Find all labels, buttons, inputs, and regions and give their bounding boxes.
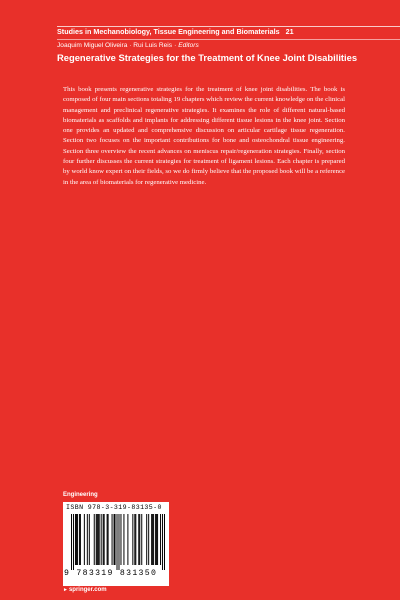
barcode-bar [138,514,139,565]
barcode-bar [107,514,108,565]
editors-role: Editors [178,42,199,49]
header-divider [57,39,400,40]
barcode-bar [139,514,140,565]
barcode-bar [89,514,90,565]
barcode-bar [101,514,102,565]
barcode-bar [164,514,165,570]
barcode-bar [148,514,149,565]
barcode-bar [96,514,97,565]
barcode-bar [114,514,115,565]
series-volume: 21 [285,27,294,36]
barcode-bar [118,514,119,570]
imprint-label: Engineering [63,492,98,498]
series-title: Studies in Mechanobiology, Tissue Engineering and Biomaterials [57,27,280,36]
barcode-bar [162,514,163,570]
barcode-bar [94,514,95,565]
barcode-bar [99,514,100,565]
barcode-bar [80,514,81,565]
arrow-icon: ► [63,587,68,593]
series-line [57,27,294,36]
barcode-bar [115,514,116,565]
barcode-bar [108,514,109,565]
barcode-bar [146,514,147,565]
barcode [71,514,165,570]
barcode-bar [156,514,157,565]
website-url: springer.com [68,587,107,593]
barcode-panel [63,502,169,586]
barcode-bar [132,514,133,565]
barcode-bar [98,514,99,565]
ean-digits: 9 783319 831350 [64,569,158,578]
editor-separator: · [174,42,177,49]
publisher-website [63,587,107,593]
barcode-bar [104,514,105,565]
barcode-bar [157,514,158,565]
barcode-bar [97,514,98,565]
barcode-bar [75,514,76,565]
editor-names: Joaquim Miguel Oliveira · Rui Luis Reis [57,42,173,49]
barcode-bar [84,514,85,565]
barcode-bar [160,514,161,565]
barcode-bar [112,514,113,565]
barcode-bar [73,514,74,570]
barcode-bar [117,514,118,570]
barcode-bar [87,514,88,565]
isbn-text: ISBN 978-3-319-83135-0 [66,504,162,511]
barcode-bar [77,514,78,565]
barcode-bar [141,514,142,565]
barcode-bar [120,514,121,565]
book-title: Regenerative Strategies for the Treatment of Knee Joint Disabilities [57,52,358,63]
barcode-bar [79,514,80,565]
barcode-bar [153,514,154,565]
barcode-bar [151,514,152,565]
barcode-bar [152,514,153,565]
blurb-paragraph: This book presents regenerative strategies for the treatment of knee joint disabilities. The book is composed of four main sections totaling 19 chapters which review the current knowledge on the clinical management and preclinical regenerative strategies. It examines the role of different natural-based biomaterials as scaffolds and implants for addressing different tissue lesions in the knee joint. Section one provides an updated and comprehensive discussion on articular cartilage tissue regeneration. Section two focuses on the important contributions for bone and osteochondral tissue engineering. Section three overview the recent advances on meniscus repair/regeneration strategies. Finally, section four further discusses the current strategies for treatment of ligament lesions. Each chapter is prepared by world know expert on their fields, so we do firmly believe that the proposed book will be a reference in the area of biomaterials for regenerative medicine. [63,86,345,186]
barcode-bar [123,514,124,565]
editors-line [57,42,199,49]
barcode-bar [71,514,72,570]
barcode-bar [155,514,156,565]
barcode-bar [134,514,135,565]
barcode-bar [135,514,136,565]
barcode-bar [103,514,104,565]
back-cover-blurb [63,85,345,188]
barcode-bar [76,514,77,565]
barcode-bar [127,514,128,565]
